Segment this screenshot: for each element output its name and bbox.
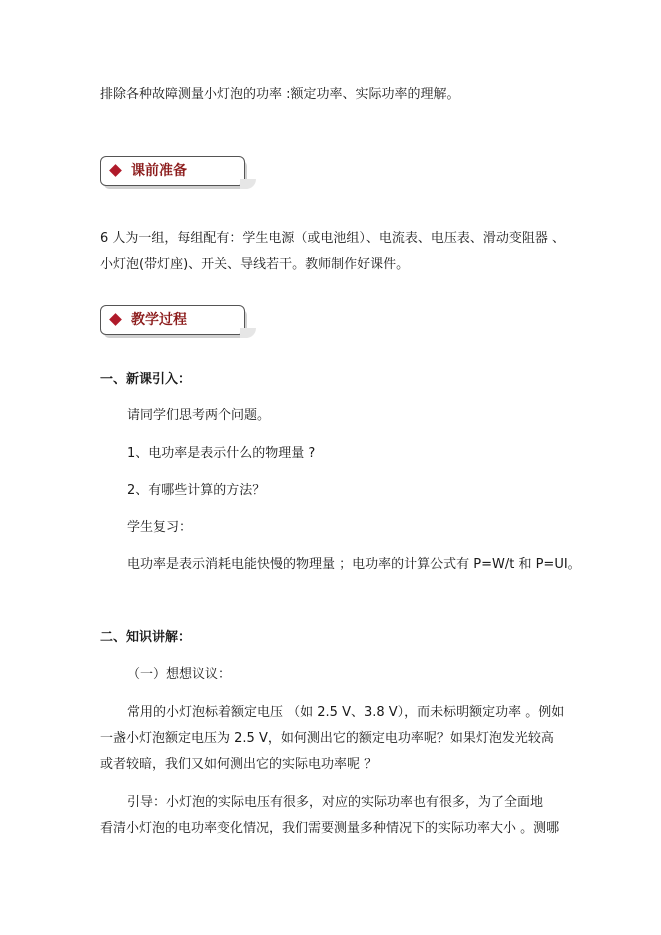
diamond-bullet-icon [109,164,122,177]
review-text: 电功率是表示消耗电能快慢的物理量 ；电功率的计算公式有 P=W/t 和 P=UI。 [127,557,581,572]
paragraph-1-line-1: 常用的小灯泡标着额定电压 （如 2.5 V、3.8 V），而未标明额定功率 。例如 [127,705,565,720]
page-curl-decoration [240,179,256,189]
part1-paragraph: 请同学们思考两个问题。 [127,408,271,423]
intro-line: 排除各种故障测量小灯泡的功率 :额定功率、实际功率的理解。 [100,87,460,102]
section-title: 教学过程 [131,312,187,328]
review-label: 学生复习： [127,520,193,535]
prep-line-2: 小灯泡(带灯座)、开关、导线若干。教师制作好课件。 [100,257,410,272]
paragraph-2-line-2: 看清小灯泡的电功率变化情况，我们需要测量多种情况下的实际功率大小 。测哪 [100,821,560,836]
part1-heading: 一、新课引入： [100,372,192,387]
section-header-prep [100,156,245,186]
paragraph-2-line-1: 引导：小灯泡的实际电压有很多，对应的实际功率也有很多，为了全面地 [127,795,544,810]
question-2: 2、有哪些计算的方法？ [127,483,266,498]
paragraph-1-line-3: 或者较暗，我们又如何测出它的实际电功率呢 ？ [100,757,378,772]
page-curl-decoration [240,328,256,338]
part2-heading: 二、知识讲解： [100,630,192,645]
question-1: 1、电功率是表示什么的物理量 ? [127,446,316,461]
prep-line-1: 6 人为一组，每组配有：学生电源（或电池组）、电流表、电压表、滑动变阻器 、 [100,231,566,246]
section-header-process [100,305,245,335]
section-title: 课前准备 [131,163,187,179]
subsection-heading: （一）想想议议： [127,667,232,682]
paragraph-1-line-2: 一盏小灯泡额定电压为 2.5 V，如何测出它的额定电功率呢？如果灯泡发光较高 [100,731,554,746]
diamond-bullet-icon [109,313,122,326]
